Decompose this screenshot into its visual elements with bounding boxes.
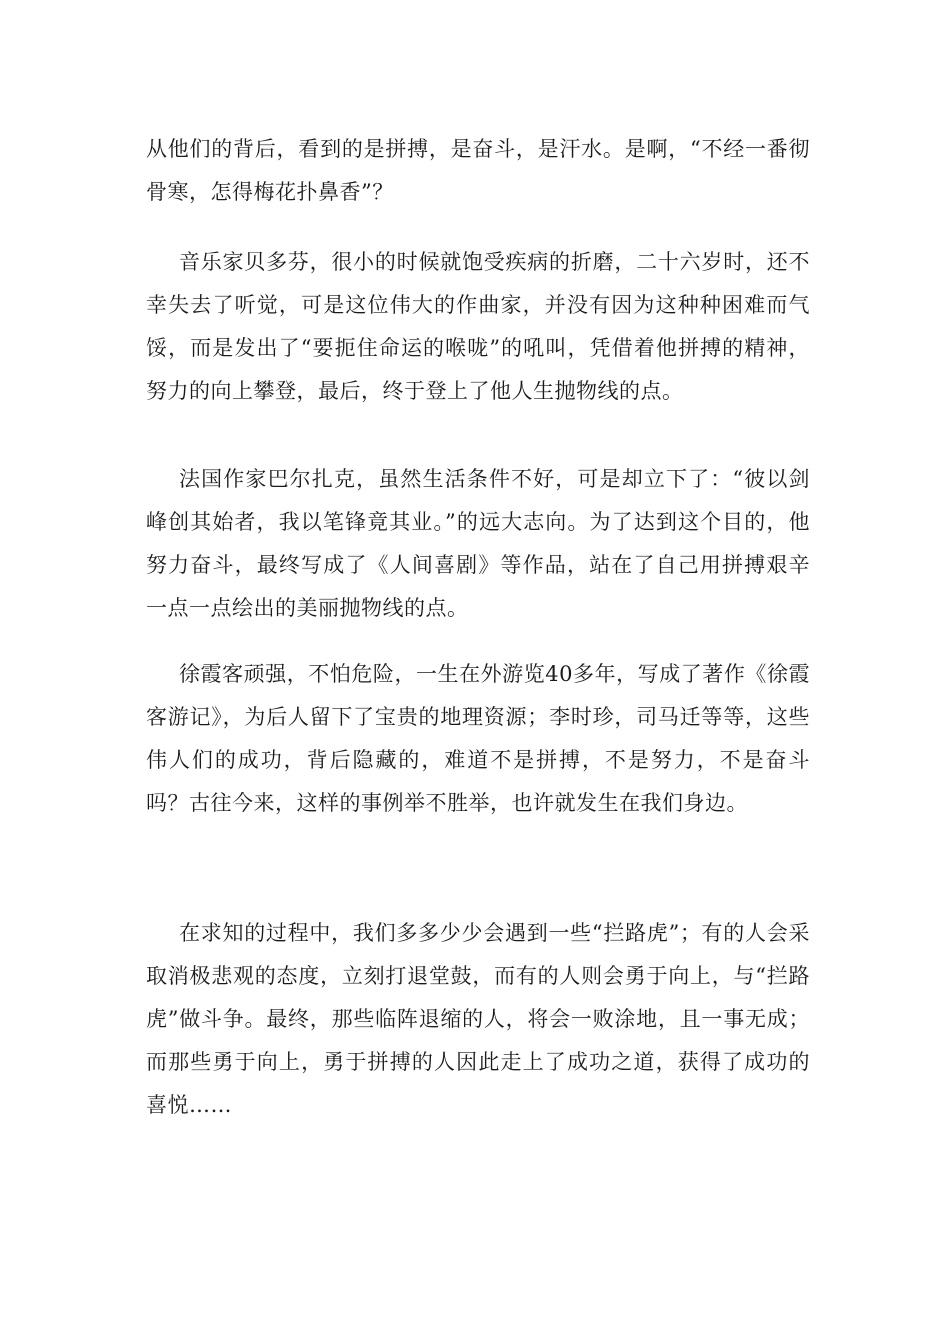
paragraph-continuation: 从他们的背后，看到的是拼搏，是奋斗，是汗水。是啊，“不经一番彻骨寒，怎得梅花扑鼻香”？ [146, 137, 810, 204]
paragraph-xu-xiake: 徐霞客顽强，不怕危险，一生在外游览40多年，写成了著作《徐霞客游记》，为后人留下了宝贵的地理资源；李时珍，司马迁等等，这些伟人们的成功，背后隐藏的，难道不是拼搏，不是努力，不是奋斗吗？古往今来，这样的事例举不胜举，也许就发生在我们身边。 [146, 662, 810, 815]
paragraph-balzac: 法国作家巴尔扎克，虽然生活条件不好，可是却立下了：“彼以剑峰创其始者，我以笔锋竟其业。”的远大志向。为了达到这个目的，他努力奋斗，最终写成了《人间喜剧》等作品，站在了自己用拼搏艰辛一点一点绘出的美丽抛物线的点。 [146, 467, 810, 620]
paragraph-beethoven: 音乐家贝多芬，很小的时候就饱受疾病的折磨，二十六岁时，还不幸失去了听觉，可是这位伟大的作曲家，并没有因为这种种困难而气馁，而是发出了“要扼住命运的喉咙”的吼叫，凭借着他拼搏的精神，努力的向上攀登，最后，终于登上了他人生抛物线的点。 [146, 250, 810, 403]
paragraph-obstacles: 在求知的过程中，我们多多少少会遇到一些“拦路虎”；有的人会采取消极悲观的态度，立刻打退堂鼓，而有的人则会勇于向上，与“拦路虎”做斗争。最终，那些临阵退缩的人，将会一败涂地，且一事无成；而那些勇于向上，勇于拼搏的人因此走上了成功之道，获得了成功的喜悦…… [146, 921, 810, 1117]
